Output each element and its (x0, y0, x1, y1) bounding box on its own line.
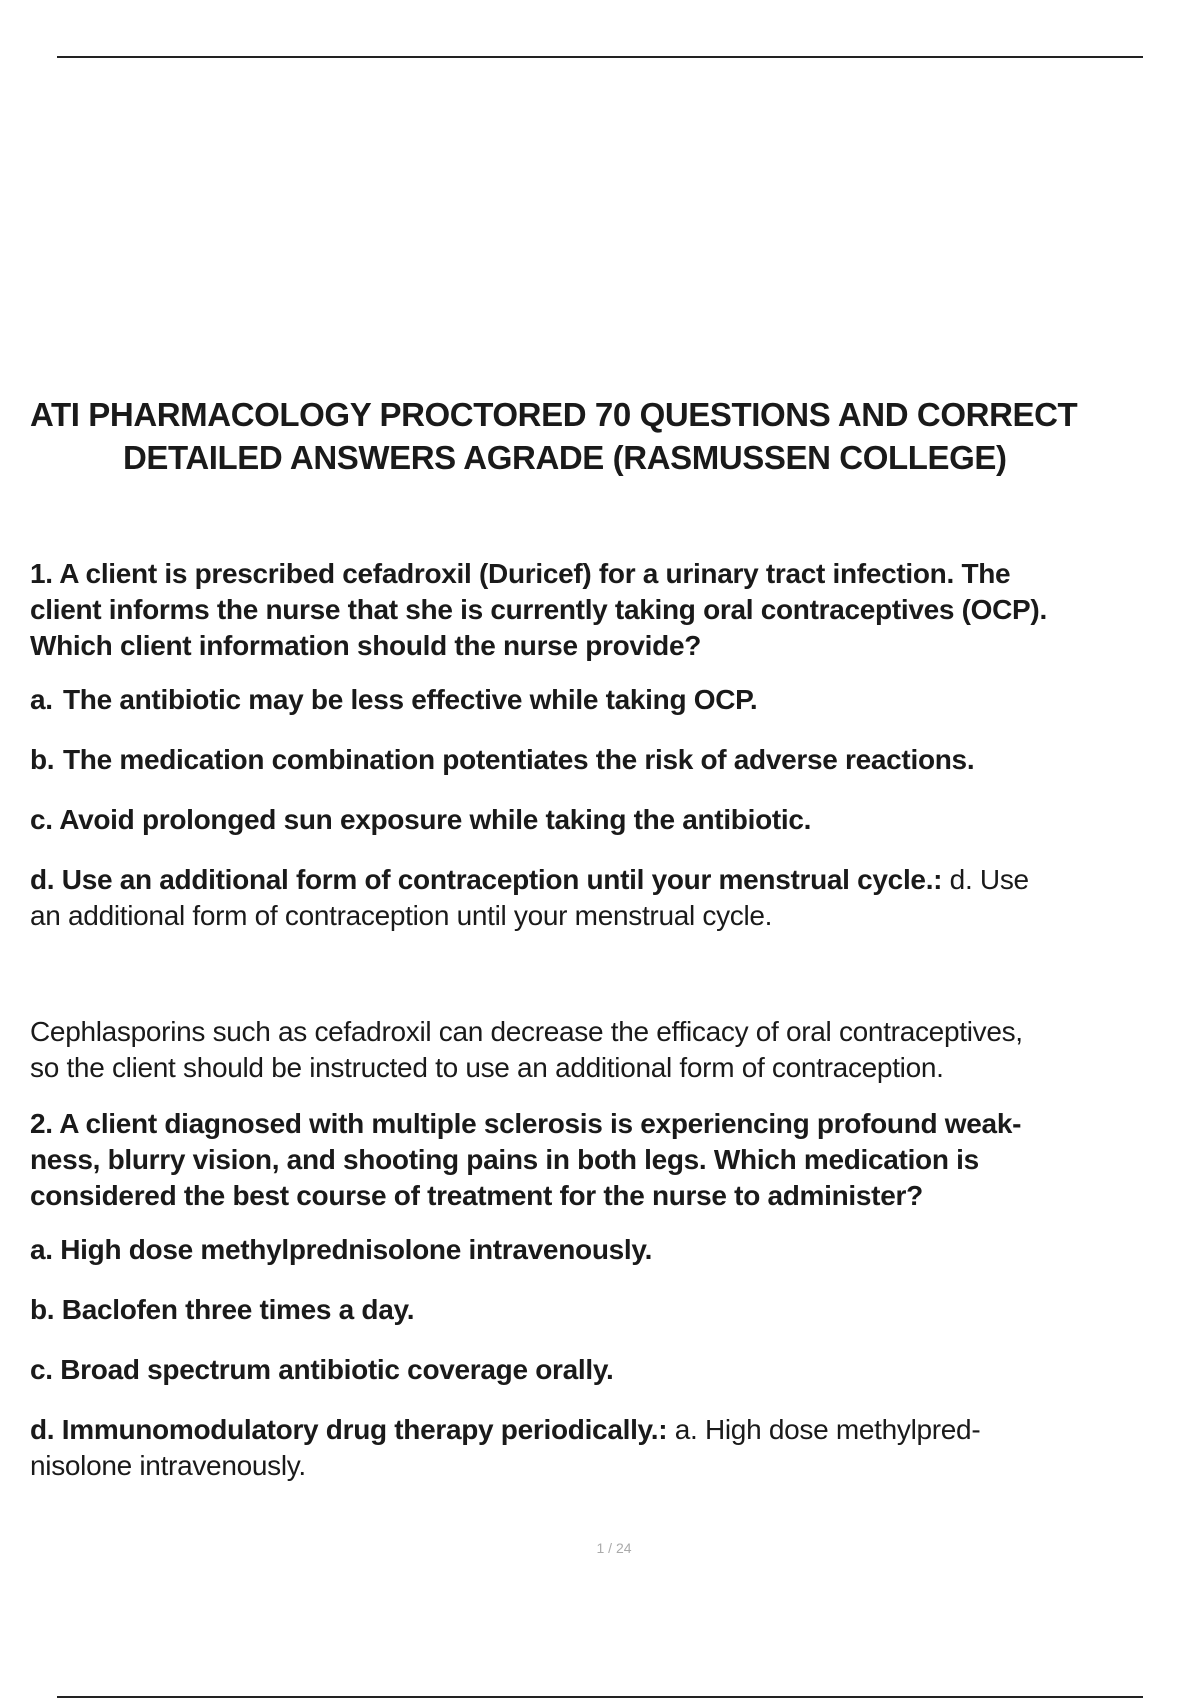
answer-line-1 (30, 862, 1200, 898)
question-2-option-b (30, 1292, 1200, 1328)
option-letter: c. (30, 804, 53, 835)
option-d-text: Use an additional form of contraception until your menstrual cycle.: (61, 864, 943, 895)
option-letter: a. (30, 1234, 53, 1265)
option-letter: a. (30, 684, 53, 715)
answer-text: a. High dose methylpred- (667, 1414, 981, 1445)
title-line-2: DETAILED ANSWERS AGRADE (RASMUSSEN COLLEGE) (123, 439, 1007, 476)
document-title (30, 393, 1200, 479)
page-number: 1 / 24 (596, 1540, 632, 1556)
question-1-option-b (30, 742, 1200, 778)
top-rule (57, 56, 1143, 58)
question-2-option-a (30, 1232, 1200, 1268)
answer-text: d. Use (942, 864, 1029, 895)
option-text: The antibiotic may be less effective while taking OCP. (63, 684, 758, 715)
document-body (30, 556, 1200, 1484)
title-line-1: ATI PHARMACOLOGY PROCTORED 70 QUESTIONS AND CORRECT (30, 396, 1078, 433)
option-letter: b. (30, 744, 55, 775)
question-1-option-c (30, 802, 1200, 838)
question-1-stem-line-2: client informs the nurse that she is currently taking oral contraceptives (OCP). (30, 594, 1047, 625)
option-letter: d. (30, 1414, 55, 1445)
question-2-stem-line-2: ness, blurry vision, and shooting pains in both legs. Which medication is (30, 1144, 979, 1175)
question-2-stem-line-1: 2. A client diagnosed with multiple sclerosis is experiencing profound weak- (30, 1108, 1022, 1139)
question-1 (30, 556, 1200, 1086)
question-1-option-a (30, 682, 1200, 718)
question-2 (30, 1106, 1200, 1484)
question-2-stem-line-3: considered the best course of treatment for the nurse to administer? (30, 1180, 923, 1211)
question-2-answer (30, 1412, 1200, 1484)
option-letter: b. (30, 1294, 55, 1325)
question-1-rationale (30, 1014, 1200, 1086)
option-letter: d. (30, 864, 55, 895)
answer-line-1 (30, 1412, 1200, 1448)
option-text: Broad spectrum antibiotic coverage orally. (60, 1354, 614, 1385)
question-1-stem (30, 556, 1200, 664)
question-1-stem-line-3: Which client information should the nurse provide? (30, 630, 702, 661)
question-2-option-c (30, 1352, 1200, 1388)
question-1-answer (30, 862, 1200, 934)
option-letter: c. (30, 1354, 53, 1385)
bottom-rule (57, 1696, 1143, 1698)
question-2-stem (30, 1106, 1200, 1214)
option-text: The medication combination potentiates the risk of adverse reactions. (63, 744, 975, 775)
question-1-stem-line-1: 1. A client is prescribed cefadroxil (Duricef) for a urinary tract infection. The (30, 558, 1011, 589)
option-text: High dose methylprednisolone intravenously. (60, 1234, 653, 1265)
rationale-line-1: Cephlasporins such as cefadroxil can decrease the efficacy of oral contraceptives, (30, 1016, 1023, 1047)
option-d-text: Immunomodulatory drug therapy periodically.: (61, 1414, 668, 1445)
option-text: Baclofen three times a day. (61, 1294, 415, 1325)
rationale-line-2: so the client should be instructed to use an additional form of contraception. (30, 1052, 944, 1083)
answer-line-2: nisolone intravenously. (30, 1450, 306, 1481)
option-text: Avoid prolonged sun exposure while taking the antibiotic. (59, 804, 812, 835)
answer-line-2: an additional form of contraception until your menstrual cycle. (30, 900, 773, 931)
